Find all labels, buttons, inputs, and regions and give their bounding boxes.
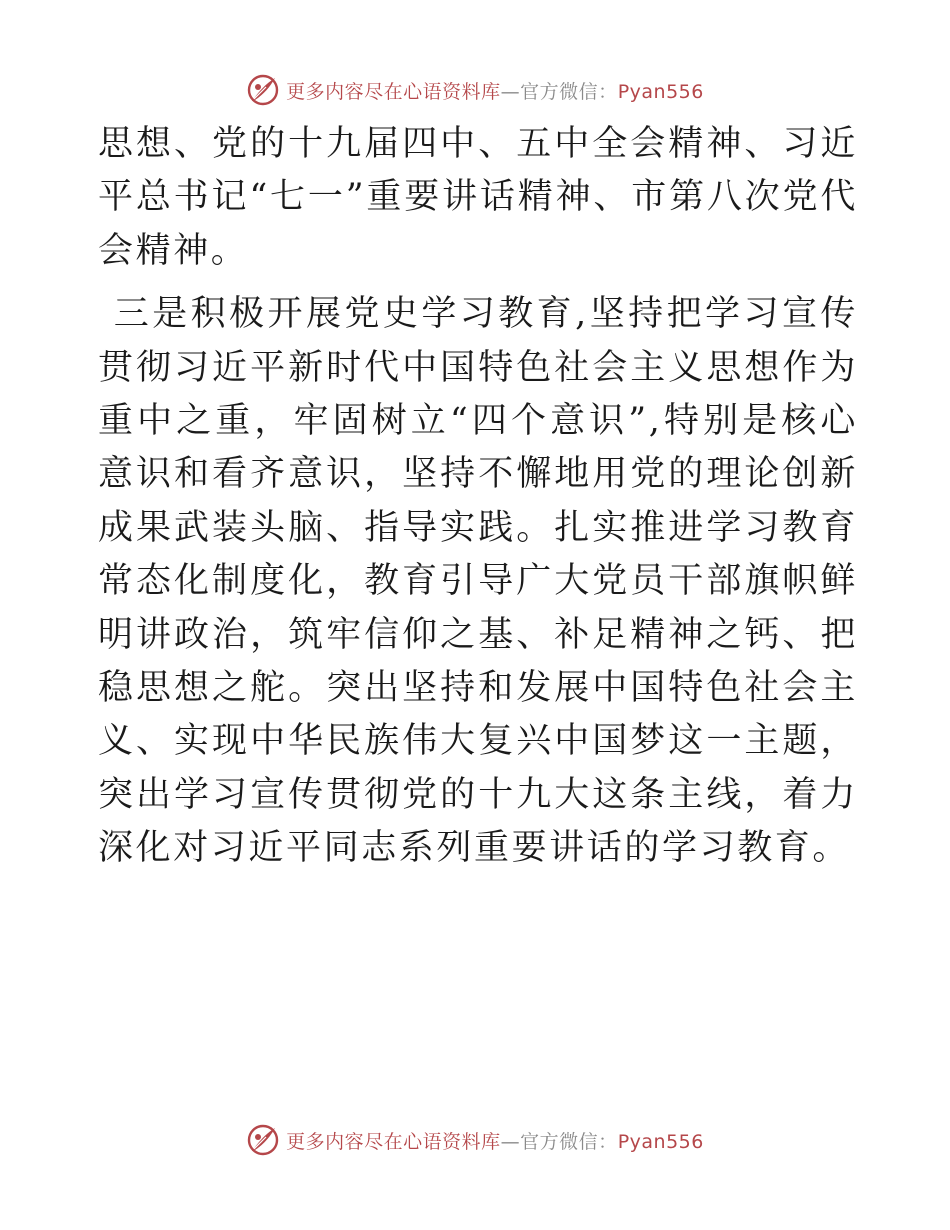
quill-pen-logo-icon — [246, 1123, 280, 1157]
quill-pen-logo-icon — [246, 73, 280, 107]
document-body — [98, 118, 858, 876]
footer-watermark — [0, 1120, 950, 1160]
watermark-account: Pyan556 — [617, 80, 704, 103]
watermark-account: Pyan556 — [617, 1130, 704, 1153]
watermark-brand: 更多内容尽在心语资料库 — [286, 1130, 501, 1153]
watermark-text — [286, 77, 704, 104]
watermark-brand: 更多内容尽在心语资料库 — [286, 80, 501, 103]
watermark-text — [286, 1127, 704, 1154]
paragraph-2: 三是积极开展党史学习教育,坚持把学习宣传贯彻习近平新时代中国特色社会主义思想作为重中之重，牢固树立“四个意识”,特别是核心意识和看齐意识，坚持不懈地用党的理论创新成果武装头脑、指导实践。扎实推进学习教育常态化制度化，教育引导广大党员干部旗帜鲜明讲政治，筑牢信仰之基、补足精神之钙、把稳思想之舵。突出坚持和发展中国特色社会主义、实现中华民族伟大复兴中国梦这一主题，突出学习宣传贯彻党的十九大这条主线，着力深化对习近平同志系列重要讲话的学习教育。 — [98, 294, 858, 869]
watermark-official: 官方微信： — [520, 80, 618, 103]
header-watermark — [0, 70, 950, 110]
paragraph-1: 思想、党的十九届四中、五中全会精神、习近平总书记“七一”重要讲话精神、市第八次党代会精神。 — [98, 124, 858, 271]
watermark-separator: — — [500, 80, 521, 103]
watermark-official: 官方微信： — [520, 1130, 618, 1153]
watermark-separator: — — [500, 1130, 521, 1153]
